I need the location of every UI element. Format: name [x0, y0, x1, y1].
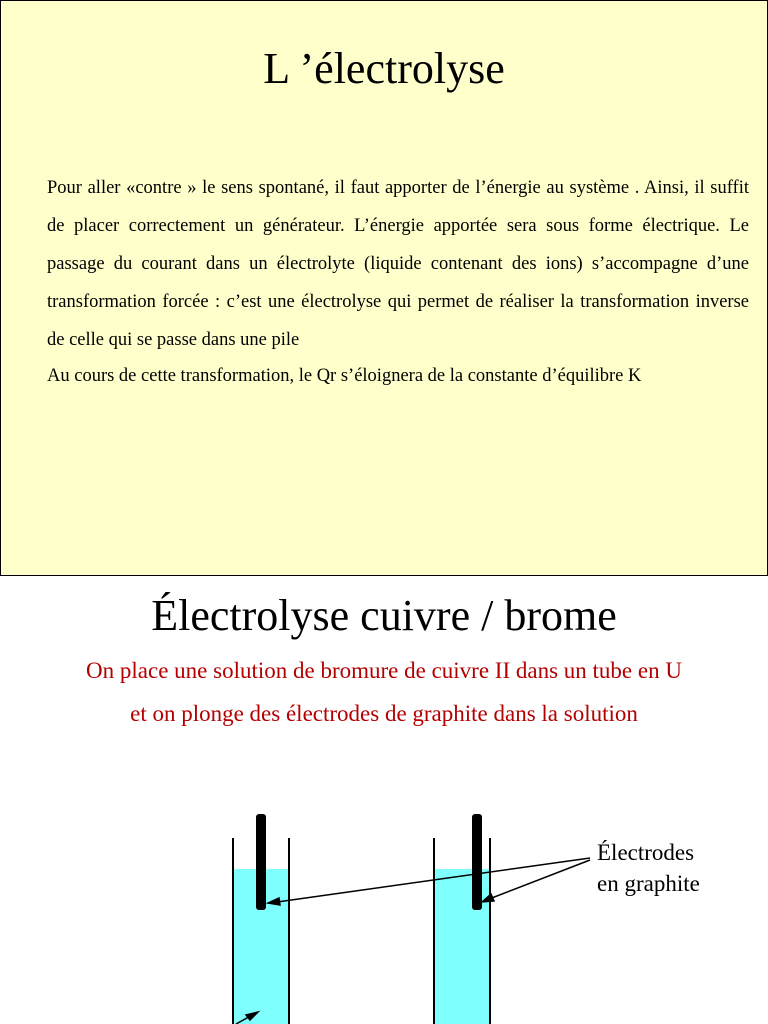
slide-body — [47, 169, 749, 395]
slide-electrolyse-cuivre-brome — [0, 576, 768, 1024]
solution-fill — [233, 869, 490, 1024]
subtitle-line-1: On place une solution de bromure de cuivre II dans un tube en U — [86, 658, 682, 683]
slide-title: L ’électrolyse — [263, 44, 505, 93]
electrodes-label-line-1: Électrodes — [597, 840, 695, 865]
subtitle-line-2: et on plonge des électrodes de graphite dans la solution — [130, 701, 638, 726]
electrode-right — [472, 814, 482, 910]
body-paragraph: Pour aller «contre » le sens spontané, il faut apporter de l’énergie au système . Ainsi, il suffit de placer correctement un générateur. L’énergie apportée sera sous forme électrique. Le passage du courant dans un électrolyte (liquide contenant des ions) s’accompagne d’une transformation forcée : c’est une électrolyse qui permet de réaliser la transformation inverse de celle qui se passe dans une pile — [47, 178, 749, 350]
electrode-left — [256, 814, 266, 910]
slide-title-2: Électrolyse cuivre / brome — [151, 591, 617, 640]
u-tube-diagram — [0, 576, 768, 1024]
body-paragraph-2: Au cours de cette transformation, le Qr s’éloignera de la constante d’équilibre K — [47, 366, 642, 386]
electrodes-label-line-2: en graphite — [597, 871, 700, 896]
